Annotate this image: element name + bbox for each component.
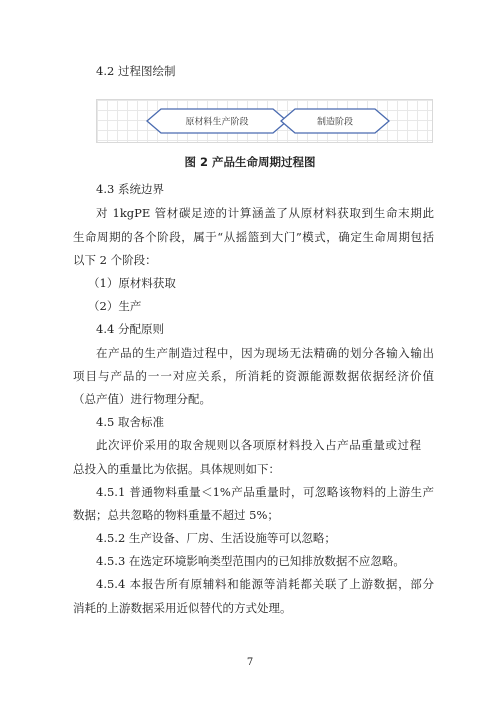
rule-item-continuation: 消耗的上游数据采用近似替代的方式处理。	[73, 601, 292, 615]
stage-label-raw-material: 原材料生产阶段	[185, 117, 249, 128]
rule-item: 4.5.1 普通物料重量＜1%产品重量时，可忽略该物料的上游生产	[96, 485, 434, 499]
list-item: （1）原材料获取	[88, 276, 176, 290]
rule-item-continuation: 数据；总共忽略的物料重量不超过 5%；	[73, 508, 279, 522]
rule-item: 4.5.3 在选定环境影响类型范围内的已知排放数据不应忽略。	[96, 554, 405, 568]
paragraph-line: 生命周期的各个阶段，属于“从摇篮到大门”模式，确定生命周期包括	[73, 230, 434, 244]
list-item: （2）生产	[88, 299, 142, 313]
figure-caption: 图 2 产品生命周期过程图	[184, 155, 316, 169]
paragraph-line: 总投入的重量比为依据。具体规则如下：	[73, 462, 280, 476]
paragraph-line: 对 1kgPE 管材碳足迹的计算涵盖了从原材料获取到生命末期此	[96, 206, 434, 220]
paragraph-line: （总产值）进行物理分配。	[73, 392, 211, 406]
section-heading-4-2: 4.2 过程图绘制	[96, 64, 176, 78]
section-heading-4-4: 4.4 分配原则	[96, 322, 164, 336]
page-number: 7	[246, 657, 254, 668]
stage-label-manufacturing: 制造阶段	[316, 117, 354, 128]
paragraph-line: 此次评价采用的取舍规则以各项原材料投入占产品重量或过程	[96, 438, 421, 452]
rule-item: 4.5.4 本报告所有原辅料和能源等消耗都关联了上游数据，部分	[96, 577, 434, 591]
paragraph-line: 在产品的生产制造过程中，因为现场无法精确的划分各输入输出	[96, 346, 434, 360]
process-diagram	[97, 100, 432, 142]
section-heading-4-3: 4.3 系统边界	[96, 182, 164, 196]
section-heading-4-5: 4.5 取舍标准	[96, 415, 164, 429]
rule-item: 4.5.2 生产设备、厂房、生活设施等可以忽略；	[96, 531, 336, 545]
paragraph-line: 以下 2 个阶段：	[73, 253, 157, 267]
paragraph-line: 项目与产品的一一对应关系，所消耗的资源能源数据依据经济价值	[73, 369, 434, 383]
lifecycle-process-figure	[96, 99, 433, 143]
